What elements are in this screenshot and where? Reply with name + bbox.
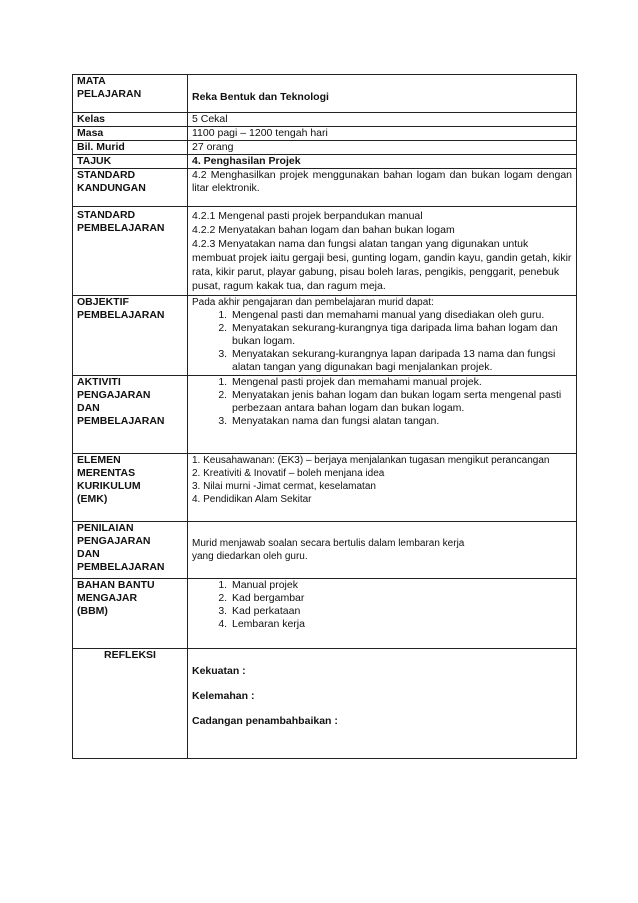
label-line: PEMBELAJARAN xyxy=(77,222,165,234)
objectives-intro: Pada akhir pengajaran dan pembelajaran murid dapat: xyxy=(192,297,434,308)
label-line: KANDUNGAN xyxy=(77,182,146,194)
label-line: DAN xyxy=(77,402,100,414)
label-line: DAN xyxy=(77,548,100,560)
emk-item: 4. Pendidikan Alam Sekitar xyxy=(192,494,312,505)
label-cell xyxy=(73,454,188,522)
row-tajuk xyxy=(73,155,577,169)
activities-cell xyxy=(188,376,577,454)
materials-list xyxy=(192,579,572,631)
row-emk xyxy=(73,454,577,522)
row-objektif xyxy=(73,296,577,376)
lesson-plan-table xyxy=(72,74,577,759)
label-cell xyxy=(73,376,188,454)
label-cell xyxy=(73,296,188,376)
label-line: PENILAIAN xyxy=(77,522,134,534)
label-cell: Kelas xyxy=(73,113,188,127)
row-bbm xyxy=(73,579,577,649)
activity-item: 2. Menyatakan jenis bahan logam dan bukan logam serta mengenal pasti perbezaan antara bahan logam dan bukan logam. xyxy=(230,389,572,415)
label-cell: TAJUK xyxy=(73,155,188,169)
activity-item: 1. Mengenal pasti projek dan memahami manual projek. xyxy=(230,376,572,389)
label-line: PENGAJARAN xyxy=(77,389,151,401)
time-value: 1100 pagi – 1200 tengah hari xyxy=(188,127,577,141)
learning-standard-item: 4.2.3 Menyatakan nama dan fungsi alatan tangan yang digunakan untuk membuat projek iaitu gergaji besi, gunting logam, gandin kayu, gandin getah, kikir rata, kikir parut, playar gabung, pisau boleh laras, pengikis, penggarit, penebuk pusat, ragum kakak tua, dan ragum meja. xyxy=(192,238,572,292)
objective-item: 3. Menyatakan sekurang-kurangnya lapan daripada 13 nama dan fungsi alatan tangan yang digunakan bagi menjalankan projek. xyxy=(230,348,572,374)
label-cell xyxy=(73,522,188,579)
emk-item: 1. Keusahawanan: (EK3) – berjaya menjalankan tugasan mengikut perancangan xyxy=(192,455,550,466)
subject-value: Reka Bentuk dan Teknologi xyxy=(192,91,329,103)
label-line: OBJEKTIF xyxy=(77,296,129,308)
assessment-value: Murid menjawab soalan secara bertulis dalam lembaran kerja yang diedarkan oleh guru. xyxy=(188,522,577,579)
label-cell xyxy=(73,207,188,296)
learning-standard-item: 4.2.1 Mengenal pasti projek berpandukan manual xyxy=(192,210,423,222)
activities-list xyxy=(192,376,572,428)
label-line: MATA xyxy=(77,75,106,87)
emk-item: 2. Kreativiti & Inovatif – boleh menjana idea xyxy=(192,468,385,479)
label-line: PEMBELAJARAN xyxy=(77,309,165,321)
learning-standard-cell xyxy=(188,207,577,296)
label-line: AKTIVITI xyxy=(77,376,121,388)
row-standard-kandungan xyxy=(73,169,577,207)
row-masa xyxy=(73,127,577,141)
label-line: PEMBELAJARAN xyxy=(77,415,165,427)
label-line: KURIKULUM xyxy=(77,480,141,492)
objectives-list xyxy=(192,309,572,374)
label-cell xyxy=(73,169,188,207)
label-line: BAHAN BANTU xyxy=(77,579,155,591)
objective-item: 2. Menyatakan sekurang-kurangnya tiga daripada lima bahan logam dan bukan logam. xyxy=(230,322,572,348)
row-refleksi xyxy=(73,649,577,759)
reflection-cell xyxy=(188,649,577,759)
label-line: MENGAJAR xyxy=(77,592,138,604)
label-line: MERENTAS xyxy=(77,467,136,479)
activity-item: 3. Menyatakan nama dan fungsi alatan tangan. xyxy=(230,415,572,428)
material-item: 1. Manual projek xyxy=(230,579,572,592)
material-item: 4. Lembaran kerja xyxy=(230,618,572,631)
reflection-label: REFLEKSI xyxy=(73,649,188,759)
materials-cell xyxy=(188,579,577,649)
label-line: STANDARD xyxy=(77,209,136,221)
row-aktiviti xyxy=(73,376,577,454)
class-value: 5 Cekal xyxy=(188,113,577,127)
objective-item: 1. Mengenal pasti dan memahami manual yang disediakan oleh guru. xyxy=(230,309,572,322)
label-cell xyxy=(73,75,188,113)
reflection-strength: Kekuatan : xyxy=(192,665,246,677)
emk-item: 3. Nilai murni -Jimat cermat, keselamatan xyxy=(192,481,376,492)
label-line: (EMK) xyxy=(77,493,108,505)
row-penilaian xyxy=(73,522,577,579)
row-mata-pelajaran xyxy=(73,75,577,113)
label-cell: Masa xyxy=(73,127,188,141)
topic-value: 4. Penghasilan Projek xyxy=(188,155,577,169)
row-bil-murid xyxy=(73,141,577,155)
reflection-improvement: Cadangan penambahbaikan : xyxy=(192,715,338,727)
reflection-weakness: Kelemahan : xyxy=(192,690,255,702)
label-cell xyxy=(73,579,188,649)
material-item: 2. Kad bergambar xyxy=(230,592,572,605)
label-line: PEMBELAJARAN xyxy=(77,561,165,573)
learning-standard-item: 4.2.2 Menyatakan bahan logam dan bahan bukan logam xyxy=(192,224,455,236)
row-kelas xyxy=(73,113,577,127)
label-line: STANDARD xyxy=(77,169,136,181)
label-cell: Bil. Murid xyxy=(73,141,188,155)
label-line: PENGAJARAN xyxy=(77,535,151,547)
material-item: 3. Kad perkataan xyxy=(230,605,572,618)
objectives-cell xyxy=(188,296,577,376)
value-cell xyxy=(188,75,577,113)
row-standard-pembelajaran xyxy=(73,207,577,296)
student-count-value: 27 orang xyxy=(188,141,577,155)
label-line: PELAJARAN xyxy=(77,88,142,100)
content-standard-value: 4.2 Menghasilkan projek menggunakan bahan logam dan bukan logam dengan litar elektronik. xyxy=(188,169,577,207)
label-line: ELEMEN xyxy=(77,454,121,466)
emk-cell xyxy=(188,454,577,522)
label-line: (BBM) xyxy=(77,605,108,617)
